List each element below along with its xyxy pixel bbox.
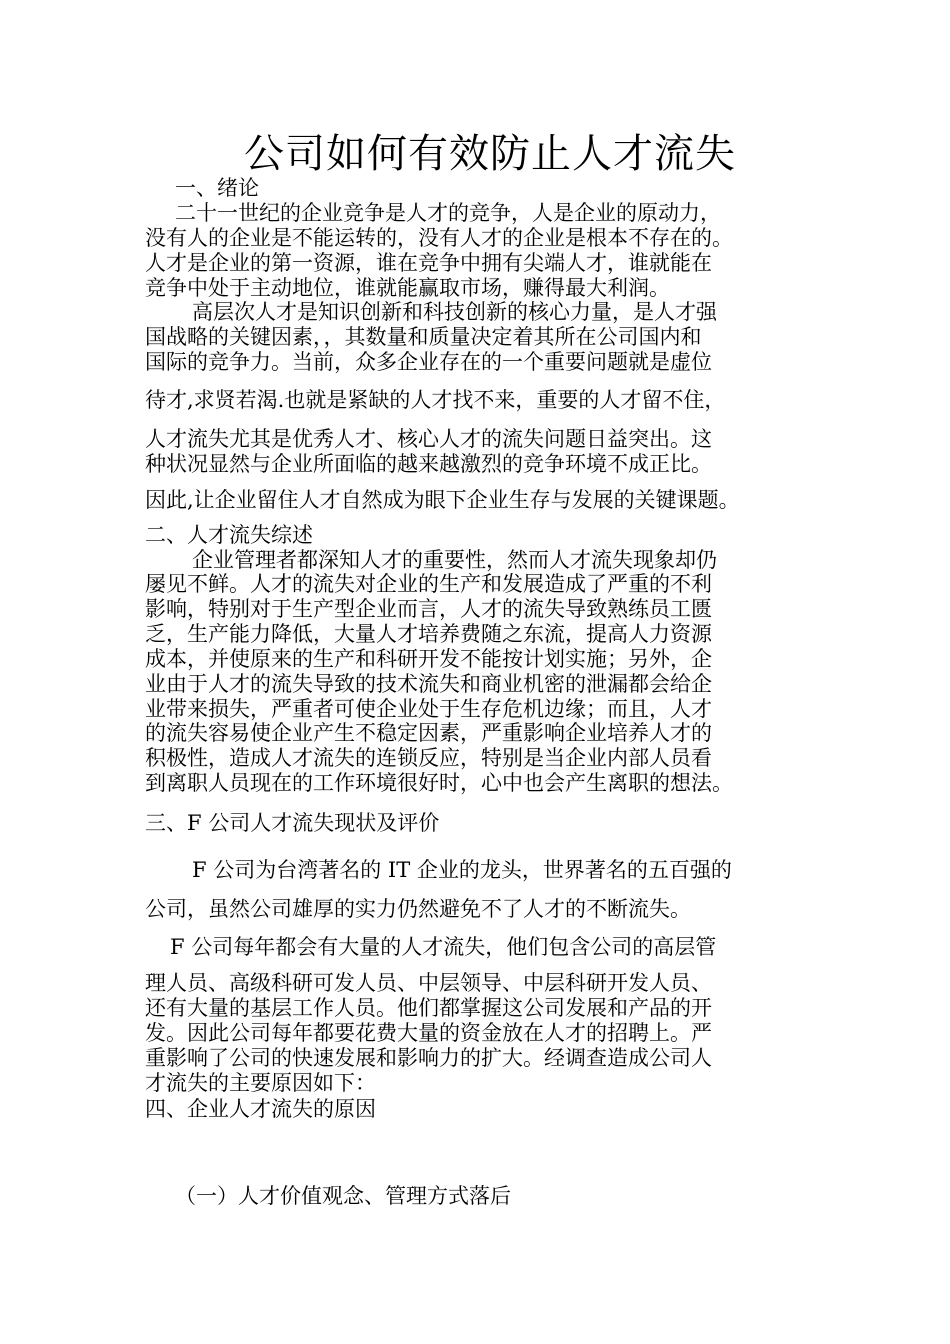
paragraph-line: F 公司每年都会有大量的人才流失，他们包含公司的高层管 bbox=[170, 935, 717, 959]
paragraph-line: 待才,求贤若渴.也就是紧缺的人才找不来，重要的人才留不住， bbox=[145, 388, 726, 412]
paragraph-line: 种状况显然与企业所面临的越来越激烈的竞争环境不成正比。 bbox=[145, 452, 712, 476]
paragraph-line: 的流失容易使企业产生不稳定因素，严重影响企业培养人才的 bbox=[145, 721, 712, 745]
paragraph-line: 重影响了公司的快速发展和影响力的扩大。经调查造成公司人 bbox=[145, 1046, 712, 1070]
paragraph-line: F 公司为台湾著名的 IT 企业的龙头，世界著名的五百强的 bbox=[192, 858, 732, 882]
paragraph-line: 高层次人才是知识创新和科技创新的核心力量，是人才强 bbox=[192, 300, 717, 324]
paragraph-line: 人才流失尤其是优秀人才、核心人才的流失问题日益突出。这 bbox=[145, 427, 712, 451]
paragraph-line: 没有人的企业是不能运转的，没有人才的企业是根本不存在的。 bbox=[145, 226, 733, 250]
paragraph-line: 企业管理者都深知人才的重要性，然而人才流失现象却仍 bbox=[192, 548, 717, 572]
paragraph-line: 积极性，造成人才流失的连锁反应，特别是当企业内部人员看 bbox=[145, 746, 712, 770]
paragraph-line: 竞争中处于主动地位，谁就能赢取市场，赚得最大利润。 bbox=[145, 276, 670, 300]
paragraph-line: 还有大量的基层工作人员。他们都掌握这公司发展和产品的开 bbox=[145, 996, 712, 1020]
paragraph-line: 成本，并使原来的生产和科研开发不能按计划实施；另外，企 bbox=[145, 647, 712, 671]
paragraph-line: 才流失的主要原因如下： bbox=[145, 1071, 376, 1095]
paragraph-line: 发。因此公司每年都要花费大量的资金放在人才的招聘上。严 bbox=[145, 1021, 712, 1045]
paragraph-line: 业带来损失，严重者可使企业处于生存危机边缘；而且，人才 bbox=[145, 697, 712, 721]
paragraph-line: 理人员、高级科研可发人员、中层领导、中层科研开发人员、 bbox=[145, 971, 712, 995]
heading-causes: 四、企业人才流失的原因 bbox=[145, 1097, 376, 1121]
paragraph-line: 二十一世纪的企业竞争是人才的竞争，人是企业的原动力， bbox=[175, 201, 721, 225]
paragraph-line: 公司，虽然公司雄厚的实力仍然避免不了人才的不断流失。 bbox=[145, 897, 691, 921]
paragraph-line: 国战略的关键因素，，其数量和质量决定着其所在公司国内和 bbox=[145, 325, 702, 349]
document-title: 公司如何有效防止人才流失 bbox=[244, 131, 736, 177]
paragraph-line: 因此,让企业留住人才自然成为眼下企业生存与发展的关键课题。 bbox=[145, 488, 740, 512]
heading-status: 三、F 公司人才流失现状及评价 bbox=[145, 811, 440, 835]
heading-introduction: 一、绪论 bbox=[175, 176, 259, 200]
paragraph-line: 影响，特别对于生产型企业而言，人才的流失导致熟练员工匮 bbox=[145, 597, 712, 621]
heading-overview: 二、人才流失综述 bbox=[145, 523, 313, 547]
paragraph-line: 国际的竞争力。当前，众多企业存在的一个重要问题就是虚位 bbox=[145, 350, 712, 374]
paragraph-line: 人才是企业的第一资源，谁在竞争中拥有尖端人才，谁就能在 bbox=[145, 251, 712, 275]
paragraph-line: 屡见不鲜。人才的流失对企业的生产和发展造成了严重的不利 bbox=[145, 572, 712, 596]
paragraph-line: 到离职人员现在的工作环境很好时，心中也会产生离职的想法。 bbox=[145, 771, 733, 795]
paragraph-line: 业由于人才的流失导致的技术流失和商业机密的泄漏都会给企 bbox=[145, 672, 712, 696]
paragraph-line: 乏，生产能力降低，大量人才培养费随之东流，提高人力资源 bbox=[145, 622, 712, 646]
subheading-values-management: （一）人才价值观念、管理方式落后 bbox=[175, 1184, 511, 1208]
